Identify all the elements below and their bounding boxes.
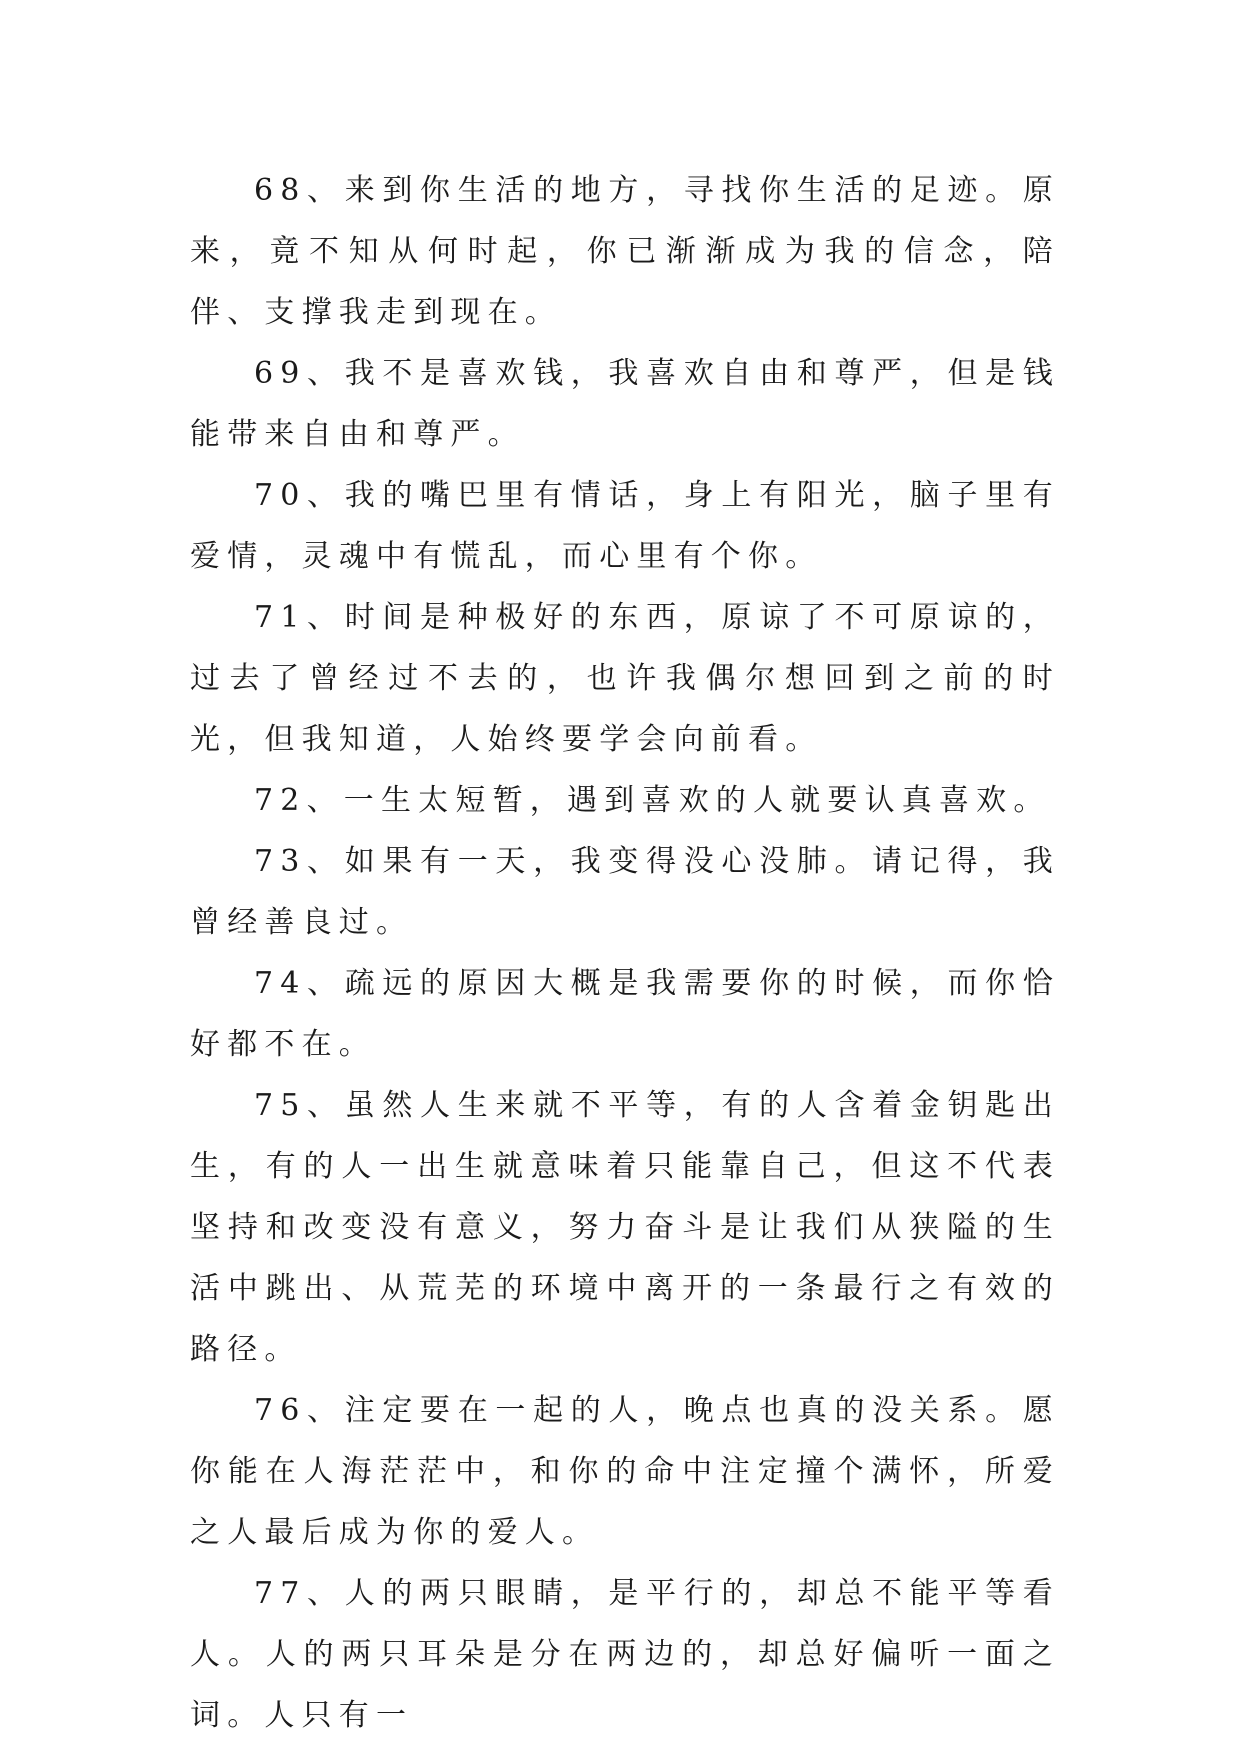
paragraph-73: 73、如果有一天，我变得没心没肺。请记得，我曾经善良过。 bbox=[190, 844, 1060, 940]
paragraph-71: 71、时间是种极好的东西，原谅了不可原谅的，过去了曾经过不去的，也许我偶尔想回到之前的时光，但我知道，人始终要学会向前看。 bbox=[190, 600, 1060, 757]
paragraph-72: 72、一生太短暂，遇到喜欢的人就要认真喜欢。 bbox=[254, 783, 1051, 818]
paragraph-68: 68、来到你生活的地方，寻找你生活的足迹。原来，竟不知从何时起，你已渐渐成为我的信念，陪伴、支撑我走到现在。 bbox=[190, 173, 1060, 330]
paragraph-77: 77、人的两只眼睛，是平行的，却总不能平等看人。人的两只耳朵是分在两边的，却总好偏听一面之词。人只有一 bbox=[190, 1576, 1060, 1733]
document-body bbox=[190, 160, 1060, 1746]
paragraph-74: 74、疏远的原因大概是我需要你的时候，而你恰好都不在。 bbox=[190, 966, 1060, 1062]
paragraph-76: 76、注定要在一起的人，晚点也真的没关系。愿你能在人海茫茫中，和你的命中注定撞个满怀，所爱之人最后成为你的爱人。 bbox=[190, 1393, 1060, 1550]
paragraph-69: 69、我不是喜欢钱，我喜欢自由和尊严，但是钱能带来自由和尊严。 bbox=[190, 356, 1060, 452]
paragraph-70: 70、我的嘴巴里有情话，身上有阳光，脑子里有爱情，灵魂中有慌乱，而心里有个你。 bbox=[190, 478, 1060, 574]
paragraph-75: 75、虽然人生来就不平等，有的人含着金钥匙出生，有的人一出生就意味着只能靠自己，但这不代表坚持和改变没有意义，努力奋斗是让我们从狭隘的生活中跳出、从荒芜的环境中离开的一条最行之有效的路径。 bbox=[190, 1088, 1060, 1367]
